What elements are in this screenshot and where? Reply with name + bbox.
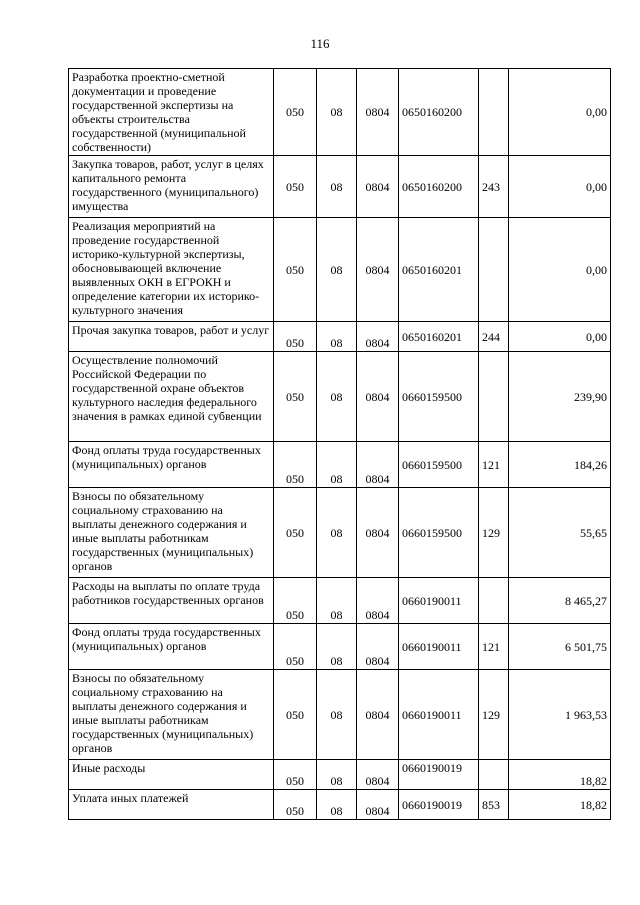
table-row: [69, 790, 611, 820]
row-pr: 0804: [357, 790, 399, 820]
row-name: Фонд оплаты труда государственных (муниципальных) органов: [69, 442, 274, 488]
row-rz: 08: [317, 218, 357, 322]
row-sum: 8 465,27: [509, 578, 611, 624]
row-csr: 0660159500: [399, 488, 479, 578]
row-csr: 0660190011: [399, 624, 479, 670]
row-vr: [479, 760, 509, 790]
row-grbs: 050: [274, 69, 317, 156]
row-name: Уплата иных платежей: [69, 790, 274, 820]
row-pr: 0804: [357, 578, 399, 624]
row-csr: 0660159500: [399, 352, 479, 442]
row-grbs: 050: [274, 352, 317, 442]
row-sum: 1 963,53: [509, 670, 611, 760]
row-sum: 239,90: [509, 352, 611, 442]
row-grbs: 050: [274, 322, 317, 352]
row-rz: 08: [317, 352, 357, 442]
table-row: [69, 352, 611, 442]
row-rz: 08: [317, 442, 357, 488]
row-pr: 0804: [357, 442, 399, 488]
row-grbs: 050: [274, 488, 317, 578]
row-grbs: 050: [274, 156, 317, 218]
row-vr: 244: [479, 322, 509, 352]
row-sum: 55,65: [509, 488, 611, 578]
row-csr: 0650160200: [399, 156, 479, 218]
row-vr: 121: [479, 442, 509, 488]
row-vr: [479, 578, 509, 624]
row-sum: 18,82: [509, 760, 611, 790]
row-name: Фонд оплаты труда государственных (муниципальных) органов: [69, 624, 274, 670]
row-pr: 0804: [357, 69, 399, 156]
row-pr: 0804: [357, 670, 399, 760]
row-name: Взносы по обязательному социальному страхованию на выплаты денежного содержания и иные выплаты работникам государственных (муниципальных) органов: [69, 670, 274, 760]
row-rz: 08: [317, 790, 357, 820]
row-name: Расходы на выплаты по оплате труда работников государственных органов: [69, 578, 274, 624]
row-vr: 121: [479, 624, 509, 670]
row-vr: 243: [479, 156, 509, 218]
row-csr: 0660190011: [399, 670, 479, 760]
row-name: Разработка проектно-сметной документации и проведение государственной экспертизы на объекты строительства государственной (муниципальной собственности): [69, 69, 274, 156]
budget-table: [68, 68, 611, 820]
row-sum: 18,82: [509, 790, 611, 820]
row-rz: 08: [317, 624, 357, 670]
row-rz: 08: [317, 578, 357, 624]
row-grbs: 050: [274, 670, 317, 760]
row-csr: 0650160201: [399, 218, 479, 322]
row-name: Реализация мероприятий на проведение государственной историко-культурной экспертизы, обосновывающей включение выявленных ОКН в ЕГРОКН и определение категории их историко-культурного значения: [69, 218, 274, 322]
row-sum: 184,26: [509, 442, 611, 488]
table-row: [69, 156, 611, 218]
row-sum: 0,00: [509, 69, 611, 156]
table-row: [69, 578, 611, 624]
row-csr: 0660159500: [399, 442, 479, 488]
table-row: [69, 624, 611, 670]
row-grbs: 050: [274, 578, 317, 624]
page-number: 116: [310, 36, 330, 51]
row-csr: 0660190011: [399, 578, 479, 624]
row-vr: [479, 218, 509, 322]
row-rz: 08: [317, 69, 357, 156]
row-grbs: 050: [274, 218, 317, 322]
row-vr: 853: [479, 790, 509, 820]
row-vr: [479, 352, 509, 442]
table-row: [69, 218, 611, 322]
row-sum: 0,00: [509, 218, 611, 322]
row-rz: 08: [317, 156, 357, 218]
table-row: [69, 322, 611, 352]
row-rz: 08: [317, 760, 357, 790]
row-name: Осуществление полномочий Российской Федерации по государственной охране объектов культурного наследия федерального значения в рамках единой субвенции: [69, 352, 274, 442]
row-pr: 0804: [357, 322, 399, 352]
row-csr: 0650160201: [399, 322, 479, 352]
row-vr: 129: [479, 670, 509, 760]
row-sum: 6 501,75: [509, 624, 611, 670]
row-name: Прочая закупка товаров, работ и услуг: [69, 322, 274, 352]
row-csr: 0660190019: [399, 760, 479, 790]
row-csr: 0650160200: [399, 69, 479, 156]
row-name: Иные расходы: [69, 760, 274, 790]
table-row: [69, 442, 611, 488]
row-sum: 0,00: [509, 322, 611, 352]
table-row: [69, 488, 611, 578]
row-grbs: 050: [274, 442, 317, 488]
row-sum: 0,00: [509, 156, 611, 218]
row-rz: 08: [317, 488, 357, 578]
row-rz: 08: [317, 670, 357, 760]
table-row: [69, 670, 611, 760]
row-name: Закупка товаров, работ, услуг в целях капитального ремонта государственного (муниципального) имущества: [69, 156, 274, 218]
row-name: Взносы по обязательному социальному страхованию на выплаты денежного содержания и иные выплаты работникам государственных (муниципальных) органов: [69, 488, 274, 578]
row-pr: 0804: [357, 760, 399, 790]
row-pr: 0804: [357, 352, 399, 442]
row-grbs: 050: [274, 790, 317, 820]
table-row: [69, 69, 611, 156]
row-pr: 0804: [357, 156, 399, 218]
row-pr: 0804: [357, 488, 399, 578]
table-row: [69, 760, 611, 790]
row-vr: [479, 69, 509, 156]
row-vr: 129: [479, 488, 509, 578]
row-pr: 0804: [357, 218, 399, 322]
row-grbs: 050: [274, 760, 317, 790]
row-grbs: 050: [274, 624, 317, 670]
row-pr: 0804: [357, 624, 399, 670]
row-rz: 08: [317, 322, 357, 352]
row-csr: 0660190019: [399, 790, 479, 820]
